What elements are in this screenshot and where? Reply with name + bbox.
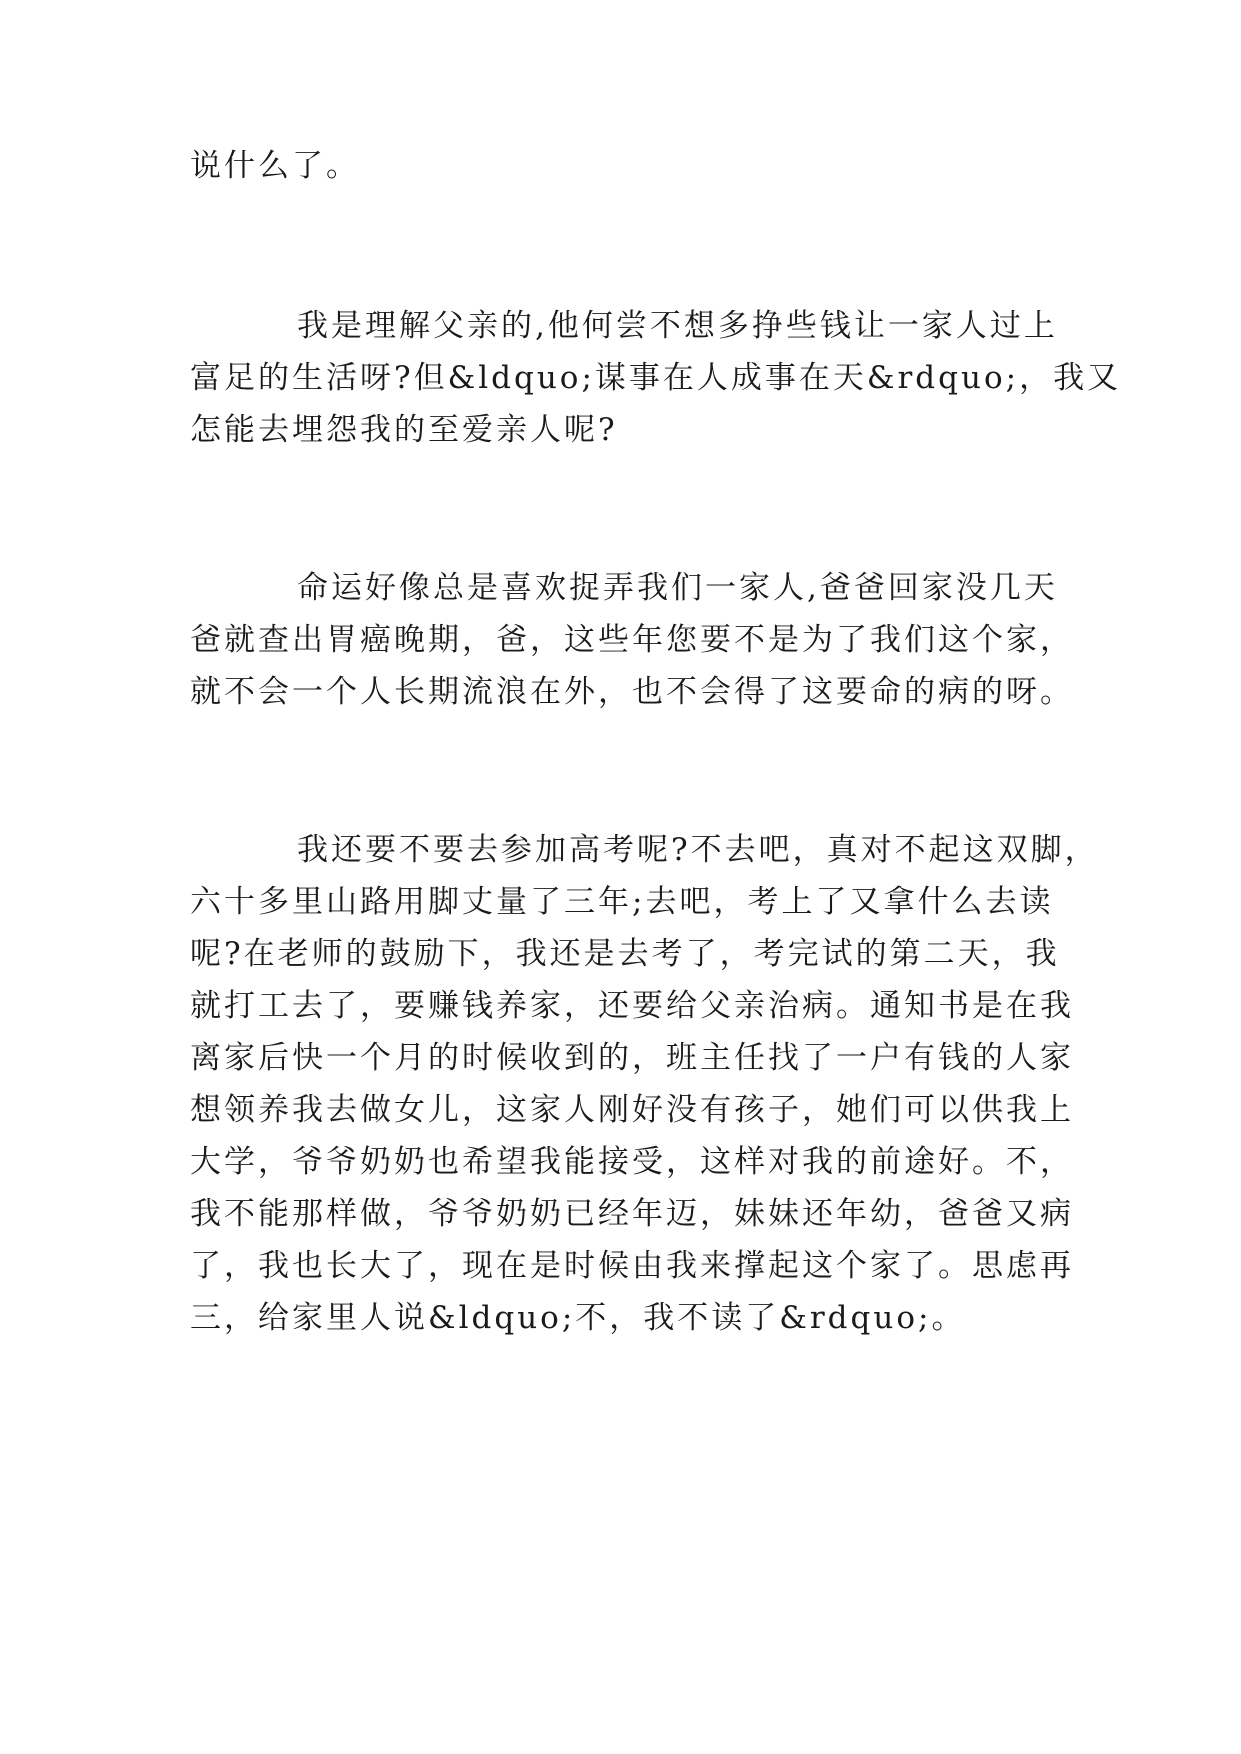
paragraph-2-line-1: 我是理解父亲的,他何尝不想多挣些钱让一家人过上 [297,308,1058,344]
paragraph-4-line-8: 我不能那样做，爷爷奶奶已经年迈，妹妹还年幼，爸爸又病 [190,1196,1074,1232]
paragraph-2-line-3: 怎能去埋怨我的至爱亲人呢? [190,412,618,448]
paragraph-3-line-2: 爸就查出胃癌晚期，爸，这些年您要不是为了我们这个家， [190,622,1074,658]
paragraph-2-line-2: 富足的生活呀?但&ldquo;谋事在人成事在天&rdquo;，我又 [190,360,1122,396]
paragraph-3-line-3: 就不会一个人长期流浪在外，也不会得了这要命的病的呀。 [190,674,1074,710]
paragraph-1-line-1: 说什么了。 [190,148,360,184]
paragraph-4-line-1: 我还要不要去参加高考呢?不去吧，真对不起这双脚， [297,832,1099,868]
paragraph-4-line-6: 想领养我去做女儿，这家人刚好没有孩子，她们可以供我上 [190,1092,1074,1128]
paragraph-4-line-2: 六十多里山路用脚丈量了三年;去吧，考上了又拿什么去读 [190,884,1054,920]
paragraph-4-line-5: 离家后快一个月的时候收到的，班主任找了一户有钱的人家 [190,1040,1074,1076]
paragraph-3-line-1: 命运好像总是喜欢捉弄我们一家人,爸爸回家没几天 [297,570,1058,606]
paragraph-4-line-3: 呢?在老师的鼓励下，我还是去考了，考完试的第二天，我 [190,936,1060,972]
paragraph-4-line-7: 大学，爷爷奶奶也希望我能接受，这样对我的前途好。不， [190,1144,1074,1180]
paragraph-4-line-4: 就打工去了，要赚钱养家，还要给父亲治病。通知书是在我 [190,988,1074,1024]
paragraph-4-line-10: 三，给家里人说&ldquo;不，我不读了&rdquo;。 [190,1300,966,1336]
paragraph-4-line-9: 了，我也长大了，现在是时候由我来撑起这个家了。思虑再 [190,1248,1074,1284]
